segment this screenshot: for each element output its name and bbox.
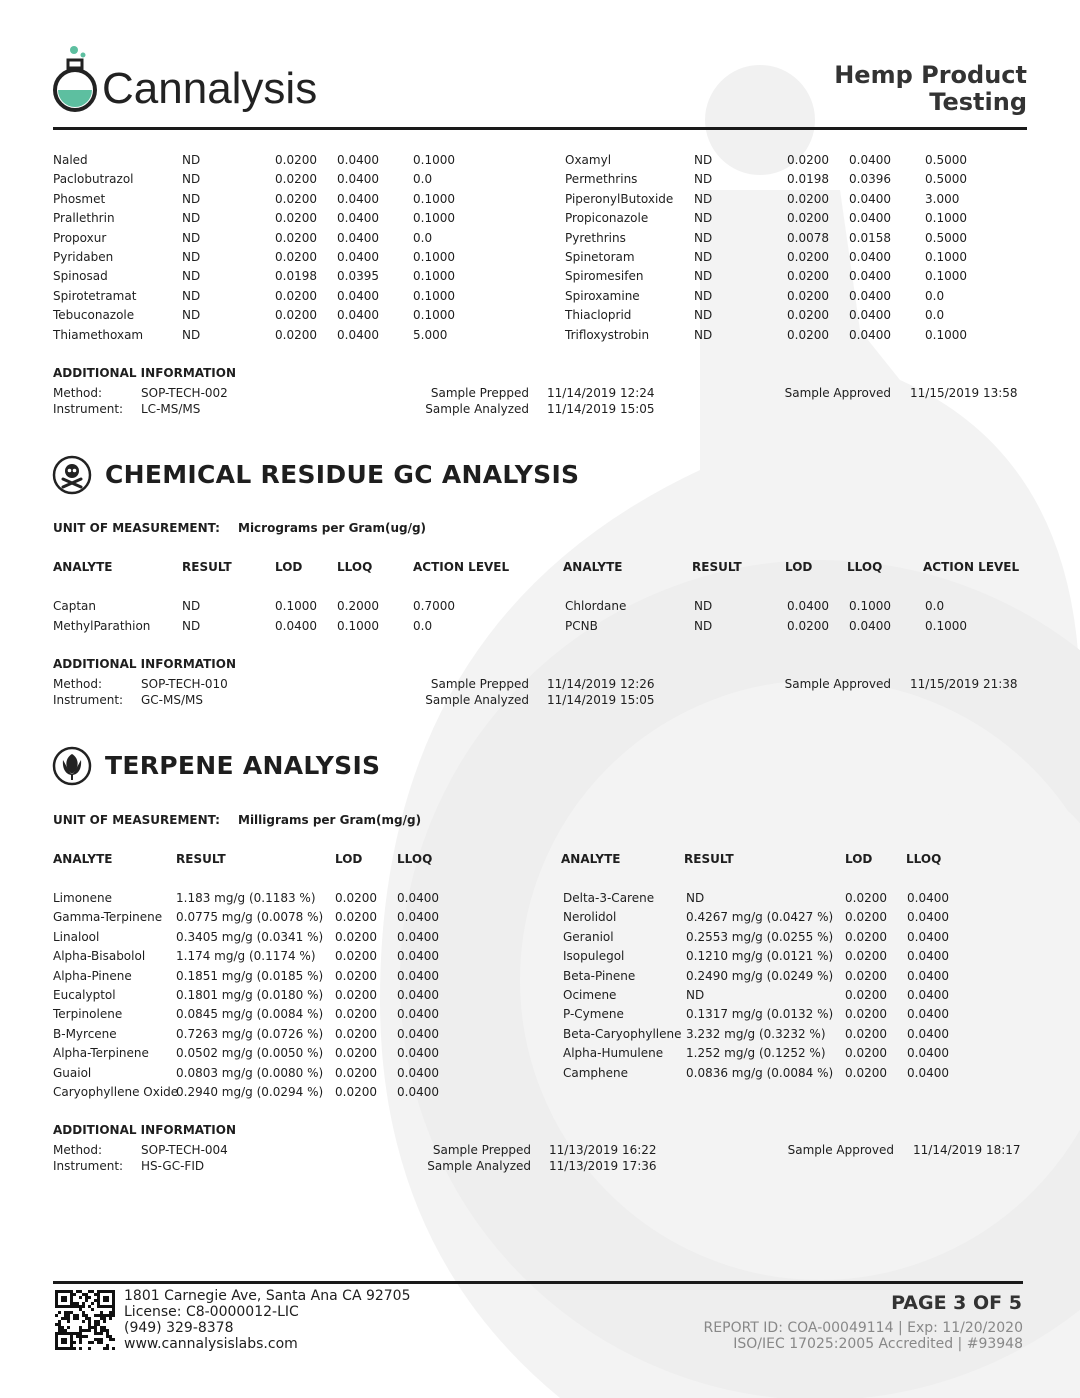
pest-lloq-cell: 0.0400 [849,327,891,342]
header-rule [53,127,1027,130]
pest-action-level-cell: 0.1000 [413,191,455,206]
gc-result-cell: ND [694,619,713,633]
footer-website[interactable]: www.cannalysislabs.com [124,1336,298,1352]
prepped-label: Sample Prepped [432,1143,531,1157]
gc-analyte-cell: Chlordane [565,599,627,613]
terpene-lloq-cell: 0.0400 [907,988,949,1002]
prepped-value: 11/13/2019 16:22 [549,1143,657,1157]
terpene-result-cell: 0.1801 mg/g (0.0180 %) [176,988,324,1002]
gc-header-cell: ANALYTE [563,560,623,574]
info-heading: ADDITIONAL INFORMATION [53,1123,237,1137]
terpene-lloq-cell: 0.0400 [397,1026,439,1041]
terpene-header-cell: LLOQ [397,852,433,866]
method-value: SOP-TECH-004 [141,1143,228,1157]
gc-header-cell: ACTION LEVEL [413,560,510,574]
terpene-analyte-cell: Alpha-Terpinene [53,1046,149,1061]
pest-lod-cell: 0.0200 [275,250,317,264]
pest-result-cell: ND [182,191,201,206]
gc-action-level-cell: 0.7000 [413,599,455,613]
analyzed-value: 11/14/2019 15:05 [547,693,655,707]
terpene-lod-cell: 0.0200 [335,1007,377,1022]
pest-lod-cell: 0.0200 [787,153,829,167]
gc-header-cell: RESULT [182,560,232,574]
pest-lod-cell: 0.0200 [787,211,829,226]
terpene-result-cell: 0.2553 mg/g (0.0255 %) [686,929,834,944]
terpene-lloq-cell: 0.0400 [397,910,439,925]
pest-action-level-cell: 0.5000 [925,230,967,245]
terpene-result-cell: 0.0803 mg/g (0.0080 %) [176,1065,324,1080]
pest-action-level-cell: 5.000 [413,327,448,342]
terpene-result-cell: 0.0836 mg/g (0.0084 %) [686,1065,834,1080]
terpene-analyte-cell: Terpinolene [53,1007,123,1022]
pest-result-cell: ND [182,211,201,226]
pest-lloq-cell: 0.0400 [337,211,379,226]
pest-lod-cell: 0.0198 [787,172,829,187]
terpene-analyte-cell: Gamma-Terpinene [53,910,163,925]
terpene-lod-cell: 0.0200 [845,891,887,905]
terpene-result-cell: 0.7263 mg/g (0.0726 %) [176,1026,324,1041]
pest-action-level-cell: 0.0 [925,308,945,323]
pest-result-cell: ND [694,327,713,342]
gc-lloq-cell: 0.1000 [337,619,379,633]
pest-action-level-cell: 0.1000 [925,327,967,342]
pest-analyte-cell: Oxamyl [565,153,612,167]
footer-rule [53,1281,1023,1284]
prepped-label: Sample Prepped [430,386,529,400]
analyzed-label: Sample Analyzed [427,1159,531,1173]
pest-result-cell: ND [182,269,201,284]
pest-lloq-cell: 0.0400 [849,211,891,226]
pest-result-cell: ND [182,327,201,342]
prepped-label: Sample Prepped [430,677,529,691]
pest-action-level-cell: 0.1000 [413,250,455,264]
terpene-lloq-cell: 0.0400 [907,1026,949,1041]
terpene-analyte-cell: Caryophyllene Oxide [53,1085,179,1099]
terpene-result-cell: 0.2490 mg/g (0.0249 %) [686,968,834,983]
skull-crossbones-icon [52,455,92,495]
info-heading: ADDITIONAL INFORMATION [53,657,237,671]
terpene-section-title: TERPENE ANALYSIS [105,751,381,780]
terpene-analyte-cell: P-Cymene [563,1007,624,1022]
pest-lod-cell: 0.0200 [787,191,829,206]
terpene-lloq-cell: 0.0400 [397,891,439,905]
logo-text: Cannalysis [102,64,318,113]
pest-analyte-cell: Tebuconazole [53,308,135,323]
terpene-lloq-cell: 0.0400 [397,929,439,944]
instrument-label: Instrument: [53,402,124,416]
gc-result-cell: ND [182,599,201,613]
terpene-analyte-cell: Beta-Pinene [563,968,636,983]
terpene-result-cell: 1.252 mg/g (0.1252 %) [686,1046,826,1061]
gc-header-cell: RESULT [692,560,742,574]
terpene-result-cell: 3.232 mg/g (0.3232 %) [686,1026,826,1041]
terpene-lod-cell: 0.0200 [845,929,887,944]
terpene-analyte-cell: B-Myrcene [53,1026,117,1041]
terpene-lod-cell: 0.0200 [335,1065,377,1080]
pest-analyte-cell: Pyridaben [53,250,114,264]
pest-lloq-cell: 0.0396 [849,172,891,187]
instrument-value: GC-MS/MS [141,693,203,707]
terpene-result-cell: 0.1210 mg/g (0.0121 %) [686,949,834,964]
gc-lloq-cell: 0.1000 [849,599,891,613]
terpene-lod-cell: 0.0200 [845,1007,887,1022]
terpene-analyte-cell: Limonene [53,891,113,905]
gc-result-cell: ND [182,619,201,633]
terpene-lloq-cell: 0.0400 [907,949,949,964]
title-line2: Testing [929,88,1027,116]
pest-action-level-cell: 0.1000 [413,211,455,226]
gc-header-cell: LLOQ [847,560,883,574]
terpene-lloq-cell: 0.0400 [397,1007,439,1022]
instrument-value: LC-MS/MS [141,402,201,416]
pest-lloq-cell: 0.0400 [849,269,891,284]
terpene-lod-cell: 0.0200 [335,910,377,925]
pest-result-cell: ND [182,250,201,264]
terpene-lloq-cell: 0.0400 [397,949,439,964]
gc-lod-cell: 0.1000 [275,599,317,613]
terpene-result-cell: ND [686,891,705,905]
analyzed-value: 11/13/2019 17:36 [549,1159,657,1173]
pest-lloq-cell: 0.0158 [849,230,891,245]
pest-analyte-cell: PiperonylButoxide [565,191,674,206]
document-title [834,62,1027,116]
terpene-lod-cell: 0.0200 [845,988,887,1002]
pest-lloq-cell: 0.0400 [849,153,891,167]
terpene-analyte-cell: Alpha-Humulene [563,1046,664,1061]
terpene-header-cell: LLOQ [906,852,942,866]
terpene-analyte-cell: Delta-3-Carene [563,891,655,905]
pest-lloq-cell: 0.0400 [337,153,379,167]
terpene-header-cell: ANALYTE [561,852,621,866]
gc-header-cell: ANALYTE [53,560,113,574]
gc-result-cell: ND [694,599,713,613]
flask-logo-icon [52,44,100,116]
terpene-analyte-cell: Beta-Caryophyllene [563,1026,682,1041]
instrument-label: Instrument: [53,1159,124,1173]
terpene-result-cell: 0.1317 mg/g (0.0132 %) [686,1007,834,1022]
terpene-header-cell: RESULT [176,852,226,866]
pest-lloq-cell: 0.0400 [337,308,379,323]
pest-analyte-cell: Permethrins [565,172,638,187]
pest-analyte-cell: Propoxur [53,230,107,245]
pest-analyte-cell: Pyrethrins [565,230,626,245]
gc-header-cell: LOD [785,560,813,574]
terpene-analyte-cell: Alpha-Pinene [53,968,132,983]
terpene-lloq-cell: 0.0400 [907,910,949,925]
terpene-result-cell: 0.0502 mg/g (0.0050 %) [176,1046,324,1061]
pest-result-cell: ND [694,191,713,206]
approved-value: 11/14/2019 18:17 [913,1143,1021,1157]
terpene-result-cell: 1.183 mg/g (0.1183 %) [176,891,316,905]
gc-action-level-cell: 0.0 [413,619,433,633]
approved-label: Sample Approved [787,1143,894,1157]
terpene-lloq-cell: 0.0400 [397,968,439,983]
pest-action-level-cell: 0.0 [413,172,433,187]
approved-value: 11/15/2019 13:58 [910,386,1018,400]
gc-analyte-cell: Captan [53,599,97,613]
terpene-header-cell: RESULT [684,852,734,866]
terpene-result-cell: 0.4267 mg/g (0.0427 %) [686,910,834,925]
terpene-lloq-cell: 0.0400 [907,929,949,944]
gc-action-level-cell: 0.0 [925,599,945,613]
pest-lod-cell: 0.0200 [275,230,317,245]
terpene-lloq-cell: 0.0400 [907,1007,949,1022]
method-label: Method: [53,1143,103,1157]
pest-analyte-cell: Thiacloprid [565,308,632,323]
gc-lloq-cell: 0.2000 [337,599,379,613]
pest-lod-cell: 0.0200 [787,250,829,264]
pest-action-level-cell: 0.0 [413,230,433,245]
logo [52,44,352,116]
gc-header-cell: LLOQ [337,560,373,574]
pest-lloq-cell: 0.0395 [337,269,379,284]
gc-lloq-cell: 0.0400 [849,619,891,633]
terpene-lloq-cell: 0.0400 [397,1085,439,1099]
terpene-lloq-cell: 0.0400 [397,1065,439,1080]
pest-result-cell: ND [694,288,713,303]
terpene-result-cell: 1.174 mg/g (0.1174 %) [176,949,316,964]
pest-lod-cell: 0.0200 [275,211,317,226]
footer-license: License: C8-0000012-LIC [124,1304,299,1320]
terpene-result-cell: 0.0775 mg/g (0.0078 %) [176,910,324,925]
pest-action-level-cell: 0.1000 [925,269,967,284]
terpene-lod-cell: 0.0200 [845,949,887,964]
terpene-lod-cell: 0.0200 [845,910,887,925]
terpene-analyte-cell: Guaiol [53,1065,92,1080]
pest-lod-cell: 0.0200 [787,308,829,323]
terpene-analyte-cell: Isopulegol [563,949,625,964]
approved-label: Sample Approved [784,677,891,691]
method-label: Method: [53,677,103,691]
pest-lloq-cell: 0.0400 [337,250,379,264]
gc-unit-label: UNIT OF MEASUREMENT: [53,521,220,535]
pest-analyte-cell: Spiromesifen [565,269,644,284]
instrument-value: HS-GC-FID [141,1159,205,1173]
terpene-lloq-cell: 0.0400 [907,1046,949,1061]
terpene-result-cell: 0.1851 mg/g (0.0185 %) [176,968,324,983]
terpene-lod-cell: 0.0200 [845,1065,887,1080]
method-label: Method: [53,386,103,400]
footer-phone: (949) 329-8378 [124,1320,234,1336]
pest-result-cell: ND [182,153,201,167]
pest-result-cell: ND [694,308,713,323]
method-value: SOP-TECH-002 [141,386,228,400]
analyzed-label: Sample Analyzed [425,693,529,707]
pest-result-cell: ND [694,269,713,284]
pest-lod-cell: 0.0200 [275,327,317,342]
approved-value: 11/15/2019 21:38 [910,677,1018,691]
terpene-lod-cell: 0.0200 [335,929,377,944]
pest-action-level-cell: 0.1000 [413,153,455,167]
pest-lloq-cell: 0.0400 [337,327,379,342]
pest-analyte-cell: Spirotetramat [53,288,137,303]
pest-lod-cell: 0.0200 [275,308,317,323]
terpene-analyte-cell: Nerolidol [563,910,617,925]
terpene-lod-cell: 0.0200 [845,1026,887,1041]
terpene-lod-cell: 0.0200 [845,968,887,983]
pest-result-cell: ND [182,308,201,323]
gc-section-title: CHEMICAL RESIDUE GC ANALYSIS [105,460,580,489]
pest-action-level-cell: 0.1000 [925,211,967,226]
pest-result-cell: ND [694,172,713,187]
terpene-lod-cell: 0.0200 [335,1046,377,1061]
pest-lloq-cell: 0.0400 [337,288,379,303]
pest-action-level-cell: 0.1000 [413,288,455,303]
info-heading: ADDITIONAL INFORMATION [53,366,237,380]
terpene-lod-cell: 0.0200 [335,891,377,905]
terpene-lod-cell: 0.0200 [335,968,377,983]
pest-result-cell: ND [182,230,201,245]
terpene-result-cell: 0.3405 mg/g (0.0341 %) [176,929,324,944]
analyzed-label: Sample Analyzed [425,402,529,416]
page-number: PAGE 3 OF 5 [891,1292,1022,1314]
pest-action-level-cell: 0.5000 [925,153,967,167]
pest-action-level-cell: 0.1000 [413,308,455,323]
pest-analyte-cell: Naled [53,153,88,167]
prepped-value: 11/14/2019 12:24 [547,386,655,400]
gc-lod-cell: 0.0200 [787,619,829,633]
terpene-header-cell: ANALYTE [53,852,113,866]
instrument-label: Instrument: [53,693,124,707]
gc-analyte-cell: MethylParathion [53,619,151,633]
report-id: REPORT ID: COA-00049114 | Exp: 11/20/2020 [703,1320,1023,1336]
terpene-lod-cell: 0.0200 [335,1026,377,1041]
pest-result-cell: ND [694,230,713,245]
terpene-analyte-cell: Eucalyptol [53,988,116,1002]
terpene-header-cell: LOD [335,852,363,866]
pest-lloq-cell: 0.0400 [849,191,891,206]
terpene-unit-value: Milligrams per Gram(mg/g) [238,813,422,827]
terpene-lod-cell: 0.0200 [845,1046,887,1061]
gc-lod-cell: 0.0400 [275,619,317,633]
pest-analyte-cell: Thiamethoxam [53,327,144,342]
method-value: SOP-TECH-010 [141,677,228,691]
title-line1: Hemp Product [834,61,1027,89]
terpene-analyte-cell: Linalool [53,929,100,944]
gc-action-level-cell: 0.1000 [925,619,967,633]
terpene-lloq-cell: 0.0400 [907,968,949,983]
pest-lod-cell: 0.0200 [275,172,317,187]
pest-lloq-cell: 0.0400 [337,230,379,245]
terpene-header-cell: LOD [845,852,873,866]
pest-action-level-cell: 0.1000 [925,250,967,264]
pest-result-cell: ND [182,288,201,303]
terpene-analyte-cell: Ocimene [563,988,617,1002]
gc-lod-cell: 0.0400 [787,599,829,613]
terpene-result-cell: 0.2940 mg/g (0.0294 %) [176,1085,324,1099]
terpene-lloq-cell: 0.0400 [907,1065,949,1080]
terpene-lloq-cell: 0.0400 [397,1046,439,1061]
pest-analyte-cell: Paclobutrazol [53,172,134,187]
pest-lod-cell: 0.0078 [787,230,829,245]
pest-lloq-cell: 0.0400 [849,288,891,303]
terpene-unit-label: UNIT OF MEASUREMENT: [53,813,220,827]
pest-result-cell: ND [694,211,713,226]
flower-icon [52,746,92,786]
pest-action-level-cell: 3.000 [925,191,960,206]
pest-action-level-cell: 0.1000 [413,269,455,284]
pest-analyte-cell: Propiconazole [565,211,649,226]
iso-accreditation: ISO/IEC 17025:2005 Accredited | #93948 [733,1336,1023,1352]
approved-label: Sample Approved [784,386,891,400]
terpene-analyte-cell: Geraniol [563,929,614,944]
pest-analyte-cell: Phosmet [53,191,106,206]
pest-lod-cell: 0.0200 [275,191,317,206]
footer-address: 1801 Carnegie Ave, Santa Ana CA 92705 [124,1288,411,1304]
prepped-value: 11/14/2019 12:26 [547,677,655,691]
pest-lod-cell: 0.0200 [275,153,317,167]
gc-header-cell: ACTION LEVEL [923,560,1020,574]
pest-analyte-cell: Prallethrin [53,211,115,226]
qr-code-icon [55,1290,115,1350]
pest-lloq-cell: 0.0400 [849,250,891,264]
pest-result-cell: ND [182,172,201,187]
pest-lod-cell: 0.0198 [275,269,317,284]
gc-header-cell: LOD [275,560,303,574]
terpene-lloq-cell: 0.0400 [907,891,949,905]
gc-analyte-cell: PCNB [565,619,598,633]
pest-action-level-cell: 0.0 [925,288,945,303]
pest-lod-cell: 0.0200 [275,288,317,303]
pest-analyte-cell: Trifloxystrobin [565,327,650,342]
pest-action-level-cell: 0.5000 [925,172,967,187]
pest-lod-cell: 0.0200 [787,327,829,342]
terpene-analyte-cell: Alpha-Bisabolol [53,949,146,964]
terpene-result-cell: 0.0845 mg/g (0.0084 %) [176,1007,324,1022]
pest-lloq-cell: 0.0400 [849,308,891,323]
analyzed-value: 11/14/2019 15:05 [547,402,655,416]
terpene-lod-cell: 0.0200 [335,1085,377,1099]
pest-result-cell: ND [694,153,713,167]
terpene-analyte-cell: Camphene [563,1065,629,1080]
pest-analyte-cell: Spiroxamine [565,288,640,303]
terpene-lod-cell: 0.0200 [335,988,377,1002]
terpene-lloq-cell: 0.0400 [397,988,439,1002]
gc-unit-value: Micrograms per Gram(ug/g) [238,521,427,535]
pest-lloq-cell: 0.0400 [337,172,379,187]
pest-analyte-cell: Spinosad [53,269,108,284]
pest-lloq-cell: 0.0400 [337,191,379,206]
pest-lod-cell: 0.0200 [787,288,829,303]
terpene-lod-cell: 0.0200 [335,949,377,964]
pest-lod-cell: 0.0200 [787,269,829,284]
terpene-result-cell: ND [686,988,705,1002]
pest-analyte-cell: Spinetoram [565,250,635,264]
pest-result-cell: ND [694,250,713,264]
